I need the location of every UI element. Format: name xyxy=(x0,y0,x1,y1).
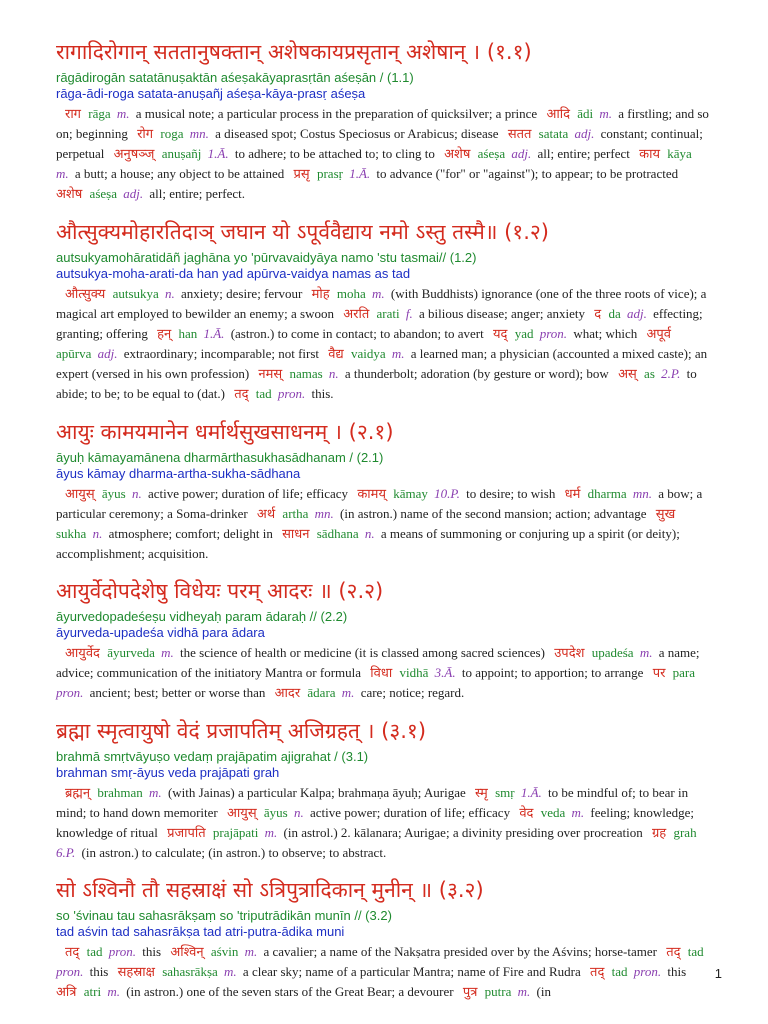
gloss-grammar: mn. xyxy=(632,486,652,501)
verse-devanagari: सो ऽश्विनौ तौ सहस्राक्षं सो ऽत्रिपुत्रादिकान् मुनीन् ॥ (३.२) xyxy=(56,878,484,902)
gloss-definition: effecting; granting; offering xyxy=(56,306,703,341)
gloss-grammar: mn. xyxy=(314,506,334,521)
gloss-devanagari: अत्रि xyxy=(56,985,77,1000)
gloss-grammar: n. xyxy=(293,805,304,820)
gloss-grammar: m. xyxy=(571,805,585,820)
gloss-definition: this xyxy=(89,964,109,979)
verse-transliteration: āyurvedopadeśeṣu vidheyaḥ param ādaraḥ // (2.2) xyxy=(56,609,348,624)
gloss-definition: what; which xyxy=(573,326,638,341)
gloss-word: para xyxy=(672,665,696,680)
gloss-devanagari: अशेष xyxy=(444,147,471,162)
gloss-grammar: adj. xyxy=(511,146,532,161)
gloss-devanagari: नमस् xyxy=(258,367,283,382)
gloss-grammar: pron. xyxy=(539,326,568,341)
verse-block xyxy=(56,216,712,404)
gloss-grammar: m. xyxy=(517,984,531,999)
gloss-word: brahman xyxy=(97,785,143,800)
gloss-devanagari: उपदेश xyxy=(554,646,585,661)
gloss-devanagari: रोग xyxy=(137,127,154,142)
gloss-word: sādhana xyxy=(316,526,359,541)
gloss-grammar: m. xyxy=(56,166,69,181)
gloss-devanagari: आदर xyxy=(274,686,301,701)
gloss-word: dharma xyxy=(587,486,627,501)
page-number: 1 xyxy=(714,966,722,981)
gloss-grammar: 1.Ā. xyxy=(520,785,542,800)
gloss-definition: this. xyxy=(311,386,334,401)
verse-stems: tad aśvin tad sahasrākṣa tad atri-putra-ādika muni xyxy=(56,924,345,939)
gloss-definition: a bilious disease; anger; anxiety xyxy=(418,306,586,321)
verse-devanagari: आयुर्वेदोपदेशेषु विधेयः परम् आदरः ॥ (२.२) xyxy=(56,579,384,603)
gloss-word: smṛ xyxy=(495,785,515,800)
gloss-word: sahasrākṣa xyxy=(162,964,218,979)
gloss-devanagari: अस् xyxy=(618,367,637,382)
gloss-grammar: pron. xyxy=(56,685,84,700)
gloss-devanagari: प्रजापति xyxy=(167,826,206,841)
gloss-definition: atmosphere; comfort; delight in xyxy=(108,526,273,541)
verse-stems: rāga-ādi-roga satata-anuṣañj aśeṣa-kāya-prasṛ aśeṣa xyxy=(56,86,366,101)
gloss-devanagari: औत्सुक्य xyxy=(65,287,106,302)
gloss-word: kāya xyxy=(667,146,692,161)
verse-stems: brahman smṛ-āyus veda prajāpati grah xyxy=(56,765,280,780)
gloss-devanagari: तद् xyxy=(590,965,605,980)
gloss-definition: a bow; a particular ceremony; a Soma-drinker xyxy=(56,486,703,521)
gloss-definition: feeling; knowledge; knowledge of ritual xyxy=(56,805,695,840)
gloss-grammar: adj. xyxy=(123,186,144,201)
gloss-grammar: 2.P. xyxy=(661,366,681,381)
gloss-grammar: m. xyxy=(149,785,162,800)
gloss-definition: anxiety; desire; fervour xyxy=(181,286,303,301)
gloss-devanagari: अनुषञ्ज् xyxy=(113,147,155,162)
gloss-grammar: mn. xyxy=(189,126,209,141)
gloss-word: tad xyxy=(255,386,272,401)
gloss-grammar: n. xyxy=(165,286,175,301)
gloss-word: kāmay xyxy=(393,486,428,501)
gloss-word: as xyxy=(644,366,655,381)
gloss-devanagari: राग xyxy=(65,107,82,122)
gloss-definition: a clear sky; name of a particular Mantra; name of Fire and Rudra xyxy=(242,964,581,979)
gloss-devanagari: पर xyxy=(652,666,666,681)
verse-glossary xyxy=(56,643,712,703)
gloss-definition: active power; duration of life; efficacy xyxy=(309,805,511,820)
verse-glossary xyxy=(56,942,712,1002)
gloss-word: veda xyxy=(540,805,566,820)
gloss-definition: to adhere; to be attached to; to cling to xyxy=(234,146,435,161)
gloss-definition: a means of summoning or conjuring up a spirit (or deity); accomplishment; acquisition. xyxy=(56,526,680,561)
gloss-word: aśvin xyxy=(210,944,239,959)
gloss-grammar: adj. xyxy=(574,126,595,141)
gloss-definition: ancient; best; better or worse than xyxy=(89,685,266,700)
gloss-devanagari: आयुस् xyxy=(65,487,95,502)
gloss-devanagari: वेद xyxy=(519,806,534,821)
gloss-grammar: m. xyxy=(639,645,653,660)
gloss-word: prasṛ xyxy=(316,166,343,181)
gloss-devanagari: तद् xyxy=(65,945,80,960)
gloss-word: tad xyxy=(611,964,628,979)
gloss-definition: to appoint; to apportion; to arrange xyxy=(461,665,644,680)
gloss-definition: (with Buddhists) ignorance (one of the three roots of vice); a magical art employed to bewilder an enemy; a swoon xyxy=(56,286,707,321)
verse-transliteration: brahmā smṛtvāyuṣo vedaṃ prajāpatim ajigrahat / (3.1) xyxy=(56,749,369,764)
gloss-devanagari: आयुस् xyxy=(227,806,257,821)
gloss-definition: a butt; a house; any object to be attained xyxy=(74,166,285,181)
gloss-definition: to advance ("for" or "against"); to appear; to be protracted xyxy=(376,166,679,181)
gloss-word: da xyxy=(608,306,621,321)
gloss-word: anuṣañj xyxy=(161,146,202,161)
gloss-devanagari: प्रसृ xyxy=(293,167,310,182)
gloss-grammar: m. xyxy=(161,645,174,660)
gloss-devanagari: मोह xyxy=(311,287,330,302)
gloss-word: apūrva xyxy=(56,346,92,361)
gloss-definition: active power; duration of life; efficacy xyxy=(147,486,349,501)
gloss-word: namas xyxy=(289,366,323,381)
verse-stems: āyurveda-upadeśa vidhā para ādara xyxy=(56,625,265,640)
verse-devanagari: औत्सुक्यमोहारतिदाञ् जघान यो ऽपूर्ववैद्याय नमो ऽस्तु तस्मै॥ (१.२) xyxy=(56,220,549,244)
gloss-grammar: 6.P. xyxy=(56,845,76,860)
gloss-word: atri xyxy=(83,984,102,999)
gloss-devanagari: द xyxy=(594,307,602,322)
gloss-word: āyus xyxy=(101,486,126,501)
gloss-devanagari: अर्थ xyxy=(256,507,276,522)
verse-stems: āyus kāmay dharma-artha-sukha-sādhana xyxy=(56,466,301,481)
gloss-grammar: n. xyxy=(364,526,375,541)
gloss-definition: all; entire; perfect xyxy=(537,146,630,161)
gloss-grammar: pron. xyxy=(277,386,306,401)
gloss-definition: a name; advice; communication of the initiatory Mantra or formula xyxy=(56,645,700,680)
verse-devanagari: ब्रह्मा स्मृत्वायुषो वेदं प्रजापतिम् अजिग्रहत् । (३.१) xyxy=(56,719,427,743)
gloss-word: moha xyxy=(336,286,366,301)
gloss-word: artha xyxy=(282,506,309,521)
gloss-grammar: n. xyxy=(328,366,339,381)
gloss-grammar: m. xyxy=(599,106,613,121)
gloss-devanagari: काय xyxy=(639,147,661,162)
gloss-definition: extraordinary; incomparable; not first xyxy=(123,346,320,361)
gloss-devanagari: यद् xyxy=(493,327,508,342)
gloss-definition: (with Jainas) a particular Kalpa; brahmaṇa āyuḥ; Aurigae xyxy=(167,785,466,800)
gloss-grammar: 1.Ā. xyxy=(349,166,371,181)
gloss-word: autsukya xyxy=(112,286,159,301)
verse-glossary xyxy=(56,284,712,404)
gloss-word: upadeśa xyxy=(591,645,634,660)
verse-devanagari: आयुः कामयमानेन धर्मार्थसुखसाधनम् । (२.१) xyxy=(56,420,394,444)
gloss-definition: (in astron.) to calculate; (in astron.) to observe; to abstract. xyxy=(81,845,387,860)
gloss-word: roga xyxy=(160,126,184,141)
gloss-definition: to be mindful of; to bear in mind; to hand down memoriter xyxy=(56,785,689,820)
gloss-grammar: pron. xyxy=(633,964,662,979)
gloss-word: prajāpati xyxy=(212,825,259,840)
gloss-definition: all; entire; perfect. xyxy=(149,186,245,201)
verse-glossary xyxy=(56,104,712,204)
gloss-definition: to abide; to be; to be equal to (dat.) xyxy=(56,366,697,401)
gloss-word: rāga xyxy=(88,106,111,121)
gloss-definition: (in astrol.) 2. kālanara; Aurigae; a divinity presiding over procreation xyxy=(283,825,643,840)
verse-block xyxy=(56,36,712,204)
verse-transliteration: rāgādirogān satatānuṣaktān aśeṣakāyaprasṛtān aśeṣān / (1.1) xyxy=(56,70,414,85)
gloss-word: vaidya xyxy=(350,346,386,361)
gloss-word: yad xyxy=(514,326,534,341)
gloss-definition: (in xyxy=(536,984,551,999)
verse-transliteration: so 'śvinau tau sahasrākṣaṃ so 'triputrādikān munīn // (3.2) xyxy=(56,908,392,923)
gloss-devanagari: धर्म xyxy=(564,487,581,502)
verse-block xyxy=(56,715,712,862)
gloss-devanagari: आयुर्वेद xyxy=(65,646,100,661)
gloss-definition: a learned man; a physician (accounted a mixed caste); an expert (versed in his own profession) xyxy=(56,346,708,381)
gloss-definition: a diseased spot; Costus Speciosus or Arabicus; disease xyxy=(215,126,499,141)
gloss-grammar: m. xyxy=(391,346,405,361)
gloss-devanagari: सुख xyxy=(655,507,676,522)
gloss-grammar: n. xyxy=(92,526,103,541)
gloss-word: āyus xyxy=(263,805,288,820)
gloss-definition: this xyxy=(667,964,687,979)
verse-transliteration: autsukyamohāratidāñ jaghāna yo 'pūrvavaidyāya namo 'stu tasmai// (1.2) xyxy=(56,250,477,265)
gloss-grammar: 10.P. xyxy=(434,486,460,501)
gloss-word: tad xyxy=(687,944,704,959)
verse-glossary xyxy=(56,783,712,862)
gloss-devanagari: विधा xyxy=(370,666,393,681)
gloss-word: ādi xyxy=(577,106,594,121)
gloss-grammar: f. xyxy=(405,306,413,321)
verse-block xyxy=(56,874,712,1002)
gloss-grammar: m. xyxy=(244,944,258,959)
gloss-definition: the science of health or medicine (it is classed among sacred sciences) xyxy=(180,645,545,660)
gloss-definition: a thunderbolt; adoration (by gesture or word); bow xyxy=(344,366,609,381)
gloss-definition: a musical note; a particular process in the preparation of quicksilver; a prince xyxy=(135,106,538,121)
gloss-definition: constant; continual; perpetual xyxy=(56,126,703,161)
gloss-grammar: m. xyxy=(341,685,355,700)
gloss-word: aśeṣa xyxy=(89,186,117,201)
gloss-word: tad xyxy=(86,944,103,959)
gloss-definition: (in astron.) one of the seven stars of the Great Bear; a devourer xyxy=(126,984,454,999)
gloss-definition: this xyxy=(142,944,162,959)
gloss-devanagari: ब्रह्मन् xyxy=(65,786,91,801)
gloss-grammar: adj. xyxy=(626,306,647,321)
gloss-devanagari: अपूर्व xyxy=(646,327,672,342)
gloss-devanagari: सहस्राक्ष xyxy=(117,965,155,980)
gloss-word: āyurveda xyxy=(107,645,155,660)
gloss-grammar: m. xyxy=(264,825,278,840)
gloss-grammar: m. xyxy=(116,106,130,121)
gloss-devanagari: कामय् xyxy=(357,487,386,502)
gloss-word: putra xyxy=(484,984,512,999)
gloss-devanagari: सतत xyxy=(507,127,532,142)
gloss-devanagari: वैद्य xyxy=(328,347,344,362)
gloss-word: ādara xyxy=(307,685,336,700)
gloss-devanagari: ग्रह xyxy=(651,826,667,841)
gloss-devanagari: अरति xyxy=(343,307,370,322)
gloss-grammar: 1.Ā. xyxy=(203,326,225,341)
gloss-devanagari: अश्विन् xyxy=(170,945,204,960)
gloss-definition: a cavalier; a name of the Nakṣatra presided over by the Aśvins; horse-tamer xyxy=(263,944,657,959)
verse-block xyxy=(56,416,712,563)
gloss-definition: a firstling; and so on; beginning xyxy=(56,106,709,141)
gloss-word: sukha xyxy=(56,526,87,541)
gloss-word: aśeṣa xyxy=(477,146,506,161)
gloss-definition: (in astron.) name of the second mansion; action; advantage xyxy=(340,506,647,521)
gloss-definition: to desire; to wish xyxy=(466,486,556,501)
gloss-grammar: pron. xyxy=(108,944,137,959)
gloss-devanagari: तद् xyxy=(234,387,249,402)
gloss-grammar: m. xyxy=(372,286,385,301)
gloss-word: vidhā xyxy=(399,665,429,680)
gloss-definition: care; notice; regard. xyxy=(360,685,465,700)
verse-transliteration: āyuḥ kāmayamānena dharmārthasukhasādhanam / (2.1) xyxy=(56,450,384,465)
gloss-grammar: pron. xyxy=(56,964,84,979)
gloss-devanagari: आदि xyxy=(546,107,570,122)
verse-devanagari: रागादिरोगान् सततानुषक्तान् अशेषकायप्रसृतान् अशेषान् । (१.१) xyxy=(56,40,532,64)
gloss-devanagari: साधन xyxy=(282,527,310,542)
gloss-word: han xyxy=(178,326,198,341)
gloss-devanagari: तद् xyxy=(666,945,681,960)
verse-glossary xyxy=(56,484,712,563)
gloss-grammar: m. xyxy=(107,984,120,999)
verse-stems: autsukya-moha-arati-da han yad apūrva-vaidya namas as tad xyxy=(56,266,411,281)
gloss-word: grah xyxy=(673,825,697,840)
gloss-devanagari: हन् xyxy=(157,327,172,342)
gloss-grammar: 1.Ā. xyxy=(207,146,229,161)
gloss-word: arati xyxy=(376,306,400,321)
gloss-grammar: adj. xyxy=(97,346,118,361)
verse-block xyxy=(56,575,712,703)
gloss-devanagari: स्मृ xyxy=(475,786,488,801)
gloss-grammar: 3.Ā. xyxy=(434,665,456,680)
gloss-definition: (astron.) to come in contact; to abandon; to avert xyxy=(230,326,484,341)
gloss-grammar: m. xyxy=(224,964,237,979)
gloss-word: satata xyxy=(538,126,569,141)
gloss-grammar: n. xyxy=(131,486,142,501)
gloss-devanagari: अशेष xyxy=(56,187,83,202)
gloss-devanagari: पुत्र xyxy=(462,985,478,1000)
